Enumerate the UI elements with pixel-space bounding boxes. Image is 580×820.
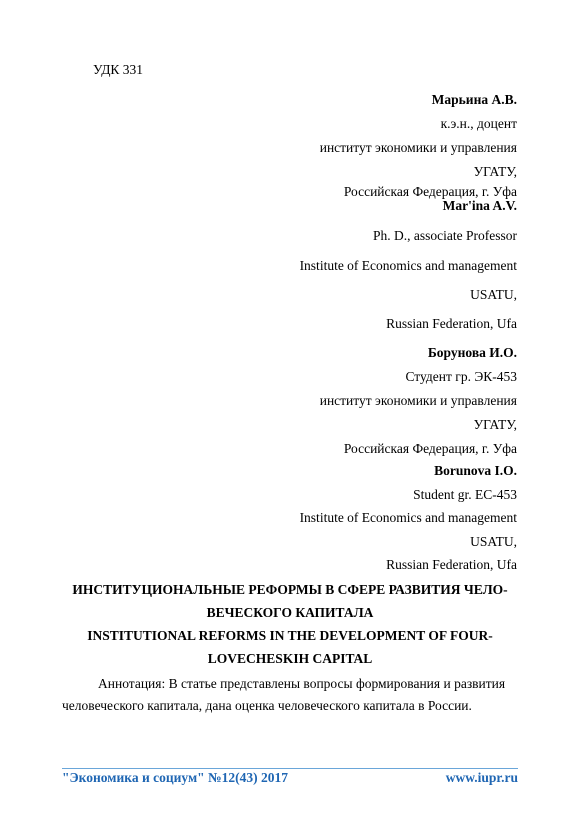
author-name: Борунова И.О.: [427, 345, 517, 360]
footer-divider: [62, 768, 518, 769]
author-institute: институт экономики и управления: [319, 140, 517, 155]
article-title-ru-line2: ВЕЧЕСКОГО КАПИТАЛА: [206, 605, 374, 620]
author-location: Российская Федерация, г. Уфа: [343, 184, 517, 199]
abstract-line1: Аннотация: В статье представлены вопросы формирования и развития: [98, 676, 506, 691]
author-degree: Ph. D., associate Professor: [373, 228, 517, 243]
journal-website-link[interactable]: www.iupr.ru: [445, 770, 518, 785]
article-title-en-line2: LOVECHESKIH CAPITAL: [207, 651, 373, 666]
author-university: УГАТУ,: [473, 417, 517, 432]
abstract: [62, 673, 518, 717]
author-location: Russian Federation, Ufa: [386, 557, 517, 572]
author-university: USATU,: [470, 534, 517, 549]
author-degree: к.э.н., доцент: [440, 116, 517, 131]
author-name: Borunova I.O.: [434, 463, 517, 478]
author-institute: Institute of Economics and management: [299, 510, 517, 525]
author-institute: институт экономики и управления: [319, 393, 517, 408]
article-title-en-line1: INSTITUTIONAL REFORMS IN THE DEVELOPMENT OF FOUR-: [87, 628, 493, 643]
author-university: USATU,: [470, 287, 517, 302]
author-location: Российская Федерация, г. Уфа: [343, 441, 517, 456]
author-degree: Student gr. EC-453: [413, 487, 517, 502]
author-university: УГАТУ,: [473, 164, 517, 179]
author-name: Mar'ina A.V.: [442, 198, 517, 213]
udk-code: УДК 331: [93, 62, 144, 77]
author-degree: Студент гр. ЭК-453: [405, 369, 517, 384]
abstract-line2: человеческого капитала, дана оценка человеческого капитала в России.: [62, 698, 472, 713]
journal-name: "Экономика и социум" №12(43) 2017: [62, 770, 288, 785]
author-location: Russian Federation, Ufa: [386, 316, 517, 331]
author-name: Марьина А.В.: [431, 92, 517, 107]
article-title-ru-line1: ИНСТИТУЦИОНАЛЬНЫЕ РЕФОРМЫ В СФЕРЕ РАЗВИТИЯ ЧЕЛО-: [72, 582, 508, 597]
author-institute: Institute of Economics and management: [299, 258, 517, 273]
